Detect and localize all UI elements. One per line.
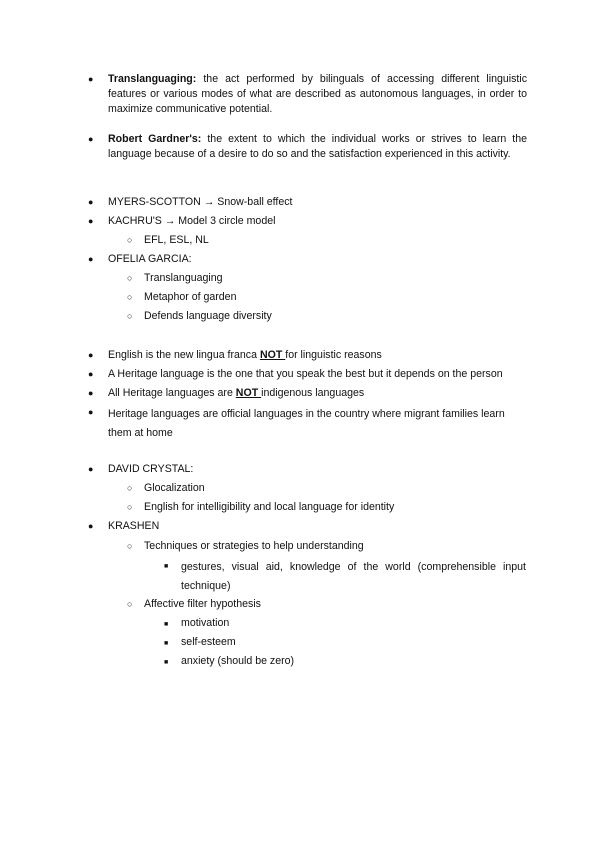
fact-heritage-indigenous: [108, 386, 527, 401]
bullet: ○: [127, 541, 133, 551]
fact-heritage-official: Heritage languages are official languages in the country where migrant families learn them at home: [108, 408, 505, 439]
bullet: ●: [88, 74, 94, 84]
emphasis-not: NOT: [259, 349, 286, 361]
list-item-krashen: KRASHEN: [108, 520, 160, 532]
bullet: ●: [88, 464, 94, 474]
bullet: ■: [164, 659, 169, 666]
fact-text: indigenous languages: [261, 387, 365, 399]
bullet: ●: [88, 407, 94, 417]
list-item: Translanguaging: [144, 272, 223, 284]
list-item-david-crystal: DAVID CRYSTAL:: [108, 463, 194, 475]
bullet: ●: [88, 350, 94, 360]
bullet: ●: [88, 388, 94, 398]
bullet: ■: [164, 640, 169, 647]
list-item-techniques: Techniques or strategies to help understanding: [144, 540, 364, 552]
bullet: ●: [88, 216, 94, 226]
bullet: ○: [127, 273, 133, 283]
list-item: Defends language diversity: [144, 310, 272, 322]
definition-gardner: [108, 132, 527, 162]
list-item-affective-filter: Affective filter hypothesis: [144, 598, 261, 610]
bullet: ○: [127, 502, 133, 512]
bullet: ■: [164, 621, 169, 628]
list-item: Glocalization: [144, 482, 205, 494]
fact-lingua-franca: [108, 348, 527, 363]
list-item: motivation: [181, 617, 230, 629]
list-item-kachru: KACHRU'S → Model 3 circle model: [108, 215, 276, 227]
bullet: ○: [127, 311, 133, 321]
list-item: gestures, visual aid, knowledge of the world (comprehensible input technique): [181, 561, 526, 592]
bullet: ●: [88, 521, 94, 531]
list-item: Metaphor of garden: [144, 291, 237, 303]
list-item: English for intelligibility and local language for identity: [144, 501, 395, 513]
emphasis-not: NOT: [235, 387, 262, 399]
bullet: ○: [127, 235, 133, 245]
fact-heritage-definition: A Heritage language is the one that you speak the best but it depends on the person: [108, 368, 503, 380]
list-item-myers-scotton: MYERS-SCOTTON → Snow-ball effect: [108, 196, 293, 208]
bullet: ●: [88, 254, 94, 264]
fact-text: English is the new lingua franca: [108, 349, 260, 361]
list-item-ofelia-garcia: OFELIA GARCIA:: [108, 253, 192, 265]
bullet: ○: [127, 599, 133, 609]
fact-text: for linguistic reasons: [285, 349, 382, 361]
term: Translanguaging:: [108, 73, 197, 85]
bullet: ●: [88, 197, 94, 207]
bullet: ○: [127, 292, 133, 302]
definition-text: the act performed by bilinguals of accessing different linguistic features or various modes of what are described as autonomous languages, in order to maximize communicative potential.: [108, 73, 527, 115]
term: Robert Gardner's:: [108, 133, 202, 145]
list-item: self-esteem: [181, 636, 236, 648]
definition-text: the extent to which the individual works or strives to learn the language because of a desire to do so and the satisfaction experienced in this activity.: [108, 133, 527, 160]
list-item-kachru-circles: EFL, ESL, NL: [144, 234, 209, 246]
bullet: ○: [127, 483, 133, 493]
bullet: ■: [164, 563, 169, 570]
definition-translanguaging: [108, 72, 527, 117]
fact-text: All Heritage languages are: [108, 387, 236, 399]
bullet: ●: [88, 369, 94, 379]
bullet: ●: [88, 134, 94, 144]
list-item: anxiety (should be zero): [181, 655, 295, 667]
